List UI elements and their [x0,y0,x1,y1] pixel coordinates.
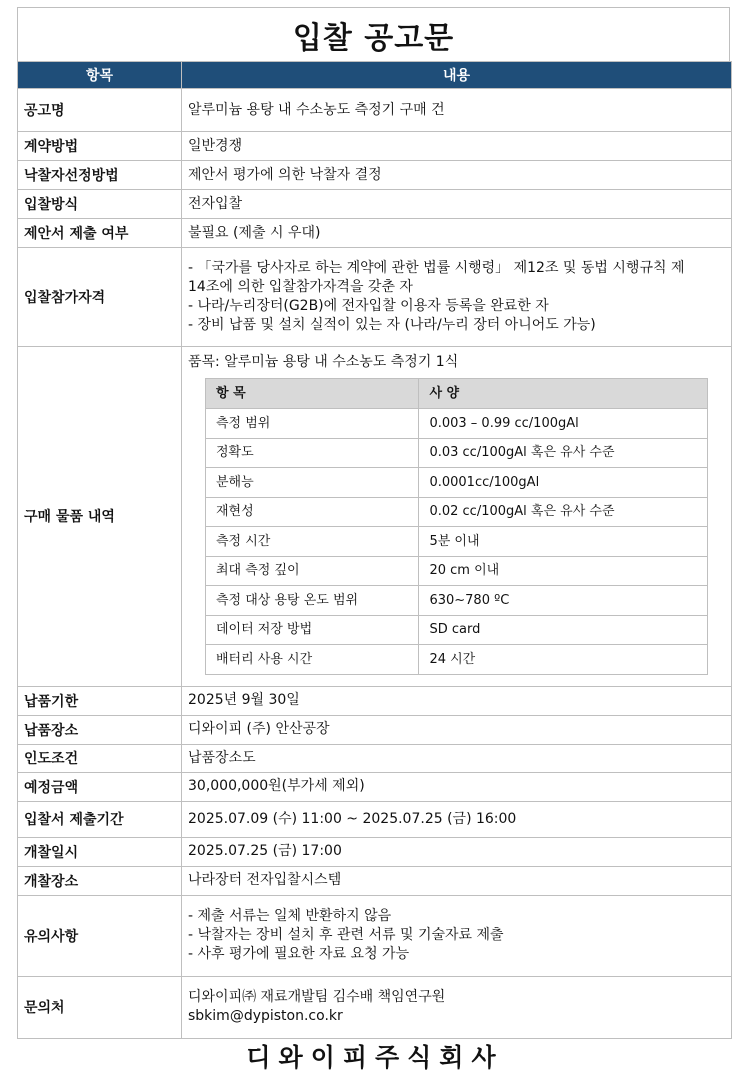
spec-item: 정확도 [206,438,419,468]
row-label: 공고명 [18,89,182,132]
row-delivery-deadline [18,686,732,715]
row-label: 제안서 제출 여부 [18,219,182,248]
company-name: 디와이피주식회사 [246,1043,504,1072]
header-content: 내용 [182,62,732,89]
table-row [206,586,708,616]
list-item: - 사후 평가에 필요한 자료 요청 가능 [188,946,410,962]
spec-value: 5분 이내 [419,527,708,557]
spec-value: 0.003 – 0.99 cc/100gAl [419,409,708,439]
header-item: 항목 [18,62,182,89]
table-row [206,556,708,586]
row-qualification [18,248,732,347]
row-value: 2025.07.09 (수) 11:00 ~ 2025.07.25 (금) 16:00 [182,801,732,837]
spec-item: 데이터 저장 방법 [206,615,419,645]
row-contact [18,976,732,1038]
spec-header-item: 항 목 [206,379,419,409]
row-value: 30,000,000원(부가세 제외) [182,772,732,801]
spec-item: 배터리 사용 시간 [206,645,419,675]
row-value: 전자입찰 [182,190,732,219]
row-value: 나라장터 전자입찰시스템 [182,866,732,895]
row-label: 예정금액 [18,772,182,801]
table-row [206,468,708,498]
row-notice-name [18,89,732,132]
spec-value: 20 cm 이내 [419,556,708,586]
list-item: 14조에 의한 입찰참가자격을 갖춘 자 [188,279,413,295]
row-label: 입찰방식 [18,190,182,219]
purchase-item-line: 품목: 알루미늄 용탕 내 수소농도 측정기 1식 [188,354,459,370]
row-label: 개찰일시 [18,837,182,866]
spec-value: 630~780 ºC [419,586,708,616]
row-label: 계약방법 [18,132,182,161]
spec-value: SD card [419,615,708,645]
spec-table [205,378,708,675]
spec-item: 분해능 [206,468,419,498]
table-header [18,62,732,89]
row-delivery-place [18,715,732,744]
row-value: 2025.07.25 (금) 17:00 [182,837,732,866]
row-opening-date [18,837,732,866]
contact-person: 디와이피㈜ 재료개발팀 김수배 책임연구원 [188,989,446,1005]
row-selection-method [18,161,732,190]
purchase-content [182,347,732,687]
spec-item: 최대 측정 깊이 [206,556,419,586]
contact-email: sbkim@dypiston.co.kr [188,1008,343,1024]
list-item: - 나라/누리장터(G2B)에 전자입찰 이용자 등록을 완료한 자 [188,298,549,314]
row-label: 입찰서 제출기간 [18,801,182,837]
list-item: - 장비 납품 및 설치 실적이 있는 자 (나라/누리 장터 아니어도 가능) [188,317,596,333]
list-item: - 「국가를 당사자로 하는 계약에 관한 법률 시행령」 제12조 및 동법 시행규칙 제 [188,260,685,276]
row-value: 2025년 9월 30일 [182,686,732,715]
document-title: 입찰 공고문 [17,7,730,61]
row-label: 입찰참가자격 [18,248,182,347]
row-label: 문의처 [18,976,182,1038]
table-row [206,497,708,527]
row-proposal [18,219,732,248]
row-value: 불필요 (제출 시 우대) [182,219,732,248]
notes-lines [182,895,732,976]
list-item: - 낙찰자는 장비 설치 후 관련 서류 및 기술자료 제출 [188,927,504,943]
spec-header-row [206,379,708,409]
row-label: 구매 물품 내역 [18,347,182,687]
row-contract-method [18,132,732,161]
spec-item: 측정 대상 용탕 온도 범위 [206,586,419,616]
row-label: 낙찰자선정방법 [18,161,182,190]
row-purchase [18,347,732,687]
row-submission-period [18,801,732,837]
row-value: 제안서 평가에 의한 낙찰자 결정 [182,161,732,190]
table-row [206,615,708,645]
notice-table [17,61,732,1039]
spec-value: 24 시간 [419,645,708,675]
spec-item: 재현성 [206,497,419,527]
spec-value: 0.02 cc/100gAl 혹은 유사 수준 [419,497,708,527]
row-bid-type [18,190,732,219]
list-item: - 제출 서류는 일체 반환하지 않음 [188,908,392,924]
contact-lines [182,976,732,1038]
row-label: 개찰장소 [18,866,182,895]
row-label: 유의사항 [18,895,182,976]
row-estimated-price [18,772,732,801]
table-row [206,409,708,439]
spec-item: 측정 범위 [206,409,419,439]
table-row [206,645,708,675]
row-value: 디와이피 (주) 안산공장 [182,715,732,744]
spec-value: 0.03 cc/100gAl 혹은 유사 수준 [419,438,708,468]
row-value: 알루미늄 용탕 내 수소농도 측정기 구매 건 [182,89,732,132]
row-opening-place [18,866,732,895]
row-label: 납품기한 [18,686,182,715]
row-value: 일반경쟁 [182,132,732,161]
row-label: 인도조건 [18,744,182,772]
row-delivery-terms [18,744,732,772]
spec-item: 측정 시간 [206,527,419,557]
qualification-lines [182,248,732,347]
table-row [206,527,708,557]
row-notes [18,895,732,976]
spec-header-spec: 사 양 [419,379,708,409]
spec-value: 0.0001cc/100gAl [419,468,708,498]
notice-document [17,7,730,1039]
row-value: 납품장소도 [182,744,732,772]
table-row [206,438,708,468]
row-label: 납품장소 [18,715,182,744]
